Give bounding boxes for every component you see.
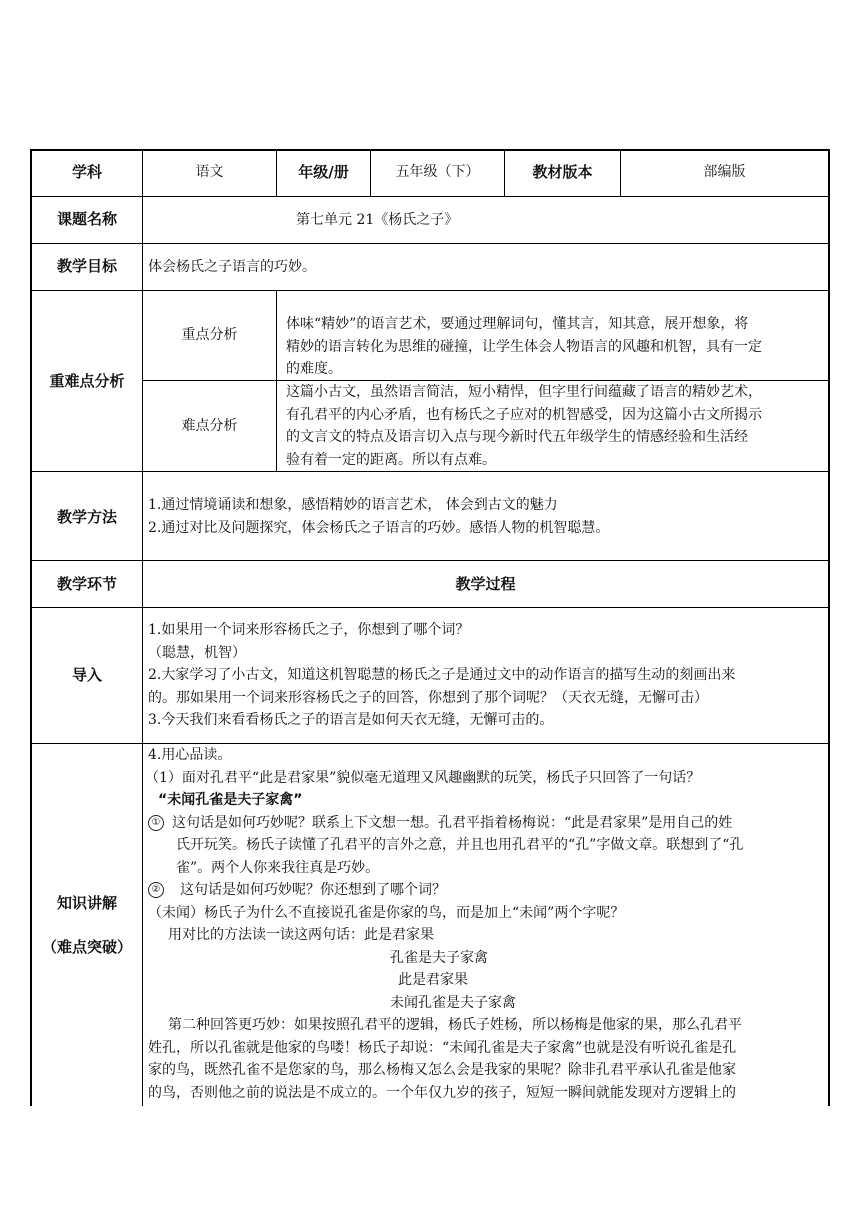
table-border-right xyxy=(828,149,830,1106)
text-line: 的鸟，否则他之前的说法是不成立的。一个年仅九岁的孩子，短短一瞬间就能发现对方逻辑上的 xyxy=(148,1084,736,1101)
text-line: 孔雀是夫子家禽 xyxy=(390,949,488,966)
text-line: 这篇小古文，虽然语言简洁，短小精悍，但字里行间蕴藏了语言的精妙艺术， xyxy=(286,384,762,400)
text-line: 4.用心品读。 xyxy=(148,747,232,763)
text-line: 体味“精妙”的语言艺术，要通过理解词句，懂其言，知其意，展开想象，将 xyxy=(286,316,749,332)
text-line: 有孔君平的内心矛盾，也有杨氏之子应对的机智感受，因为这篇小古文所揭示 xyxy=(286,406,762,423)
text-line: 2.大家学习了小古文，知道这机智聪慧的杨氏之子是通过文中的动作语言的描写生动的刻画出来 xyxy=(148,667,736,683)
process-label: 教学环节 xyxy=(56,575,117,593)
text-line: 未闻孔雀是夫子家禽 xyxy=(390,994,516,1011)
text-line: 用对比的方法读一读这两句话：此是君家果 xyxy=(168,927,434,943)
label-column-divider xyxy=(142,149,143,1106)
topic-value: 第七单元 21《杨氏之子》 xyxy=(296,212,459,228)
text-line: 3.今天我们来看看杨氏之子的语言是如何天衣无缝，无懈可击的。 xyxy=(148,712,554,728)
text-line: 验有着一定的距离。所以有点难。 xyxy=(286,451,496,468)
intro-text xyxy=(148,619,735,732)
number-circle-1: ① xyxy=(148,815,164,831)
text-line: （聪慧，机智） xyxy=(148,644,246,661)
text-line: ② 这句话是如何巧妙呢？你还想到了哪个词？ xyxy=(148,879,743,902)
text-line: 雀”。两个人你来我往真是巧妙。 xyxy=(176,859,380,876)
text-line: 家的鸟，既然孔雀不是您家的鸟，那么杨梅又怎么会是我家的果呢？除非孔君平承认孔雀是他家 xyxy=(148,1062,736,1078)
knowledge-sublabel: （难点突破） xyxy=(41,938,132,956)
grade-value: 五年级（下） xyxy=(395,164,480,180)
goal-value: 体会杨氏之子语言的巧妙。 xyxy=(148,259,316,275)
row-divider xyxy=(30,243,830,244)
table-border-left xyxy=(30,149,32,1106)
text-line: 2.通过对比及问题探究，体会杨氏之子语言的巧妙。感悟人物的机智聪慧。 xyxy=(148,519,610,536)
method-text xyxy=(148,494,609,539)
row-divider xyxy=(30,560,830,561)
text-line: 1.如果用一个词来形容杨氏之子，你想到了哪个词？ xyxy=(148,622,470,638)
row-divider xyxy=(30,290,830,291)
text-line: 1.通过情境诵读和想象，感悟精妙的语言艺术， 体会到古文的魅力 xyxy=(148,497,558,513)
process-title: 教学过程 xyxy=(455,575,516,593)
goal-label: 教学目标 xyxy=(56,257,117,275)
row-divider xyxy=(30,196,830,197)
subject-label: 学科 xyxy=(71,163,102,181)
key-quote: “未闻孔雀是夫子家禽” xyxy=(158,792,303,808)
edition-label: 教材版本 xyxy=(532,163,593,181)
text-line: （1）面对孔君平“此是君家果”貌似毫无道理又风趣幽默的玩笑，杨氏子只回答了一句话？ xyxy=(145,769,701,786)
number-circle-2: ② xyxy=(148,882,164,898)
analysis-label: 重难点分析 xyxy=(49,372,125,390)
intro-label: 导入 xyxy=(71,666,102,684)
edition-value: 部编版 xyxy=(703,164,746,180)
text-line: （未闻）杨氏子为什么不直接说孔雀是你家的鸟，而是加上“未闻”两个字呢？ xyxy=(148,904,625,921)
text-line: 第二种回答更巧妙：如果按照孔君平的逻辑，杨氏子姓杨，所以杨梅是他家的果，那么孔君平 xyxy=(168,1017,742,1033)
grade-label: 年级/册 xyxy=(298,163,349,181)
knowledge-label: 知识讲解 xyxy=(56,894,117,912)
table-border-top xyxy=(30,149,830,151)
method-label: 教学方法 xyxy=(56,508,117,526)
knowledge-text xyxy=(145,744,744,1104)
topic-label: 课题名称 xyxy=(56,210,117,228)
subject-value: 语文 xyxy=(195,164,224,180)
text-line: 的文言文的特点及语言切入点与现今新时代五年级学生的情感经验和生活经 xyxy=(286,429,748,445)
difficulty-analysis-label: 难点分析 xyxy=(181,418,238,434)
text-line: 的。那如果用一个词来形容杨氏之子的回答，你想到了那个词呢？（天衣无缝，无懈可击） xyxy=(148,689,708,706)
row-divider xyxy=(30,471,830,472)
text-line: 的难度。 xyxy=(286,361,342,377)
key-analysis-text xyxy=(286,313,762,381)
text-line: ① 这句话是如何巧妙呢？联系上下文想一想。孔君平指着杨梅说：“此是君家果”是用自己的姓 xyxy=(148,812,743,835)
row-divider xyxy=(30,607,830,608)
key-analysis-label: 重点分析 xyxy=(181,327,238,343)
text-line: 精妙的语言转化为思维的碰撞，让学生体会人物语言的风趣和机智，具有一定 xyxy=(286,338,762,355)
text-line: 姓孔，所以孔雀就是他家的鸟喽！杨氏子却说：“未闻孔雀是夫子家禽”也就是没有听说孔雀是孔 xyxy=(148,1039,737,1056)
text-line: 氏开玩笑。杨氏子读懂了孔君平的言外之意，并且也用孔君平的“孔”字做文章。联想到了“孔 xyxy=(176,837,744,853)
analysis-subdivider xyxy=(276,290,277,472)
text-line: 此是君家果 xyxy=(398,972,468,988)
difficulty-analysis-text xyxy=(286,381,762,471)
